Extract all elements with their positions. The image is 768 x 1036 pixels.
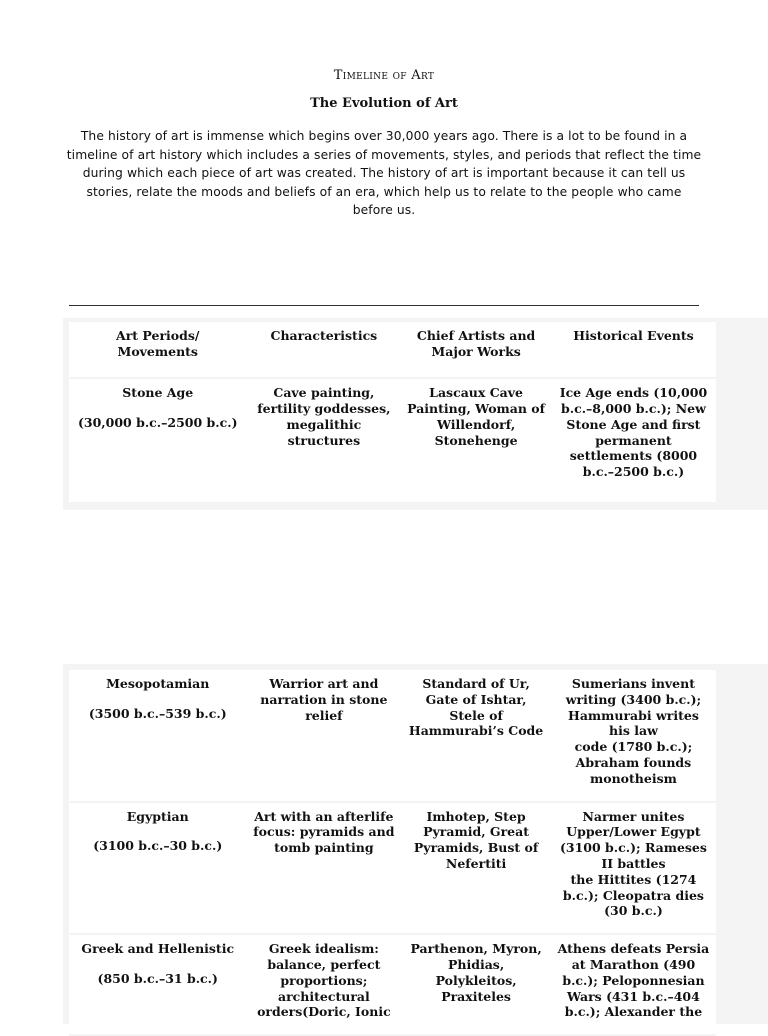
period-dates: (30,000 b.c.–2500 b.c.) bbox=[77, 415, 238, 430]
art-timeline-table-part-2 bbox=[69, 670, 716, 1036]
period-name: Mesopotamian bbox=[106, 676, 210, 691]
table-header-row bbox=[69, 322, 716, 378]
period-name: Stone Age bbox=[122, 385, 194, 401]
events-cell: Narmer unites Upper/Lower Egypt (3100 b.c.); Rameses II battles the Hittites (1274 b.c.); Cleopatra dies (30 b.c.) bbox=[551, 802, 716, 935]
header-characteristics: Characteristics bbox=[246, 322, 401, 378]
events-cell: Athens defeats Persia at Marathon (490 b.c.); Peloponnesian Wars (431 b.c.–404 b.c.); Alexander the bbox=[551, 934, 716, 1035]
table-block-2 bbox=[63, 664, 768, 1024]
table-block-1 bbox=[63, 318, 768, 510]
period-name: Egyptian bbox=[126, 808, 189, 824]
works-cell: Imhotep, Step Pyramid, Great Pyramids, Bust of Nefertiti bbox=[401, 802, 551, 935]
horizontal-rule bbox=[69, 305, 699, 306]
table-row bbox=[69, 802, 716, 935]
table-row bbox=[69, 378, 716, 503]
document-subtitle: The Evolution of Art bbox=[310, 96, 458, 111]
period-cell bbox=[69, 802, 246, 935]
period-name: Greek and Hellenistic bbox=[81, 941, 235, 957]
period-cell bbox=[69, 378, 246, 503]
characteristics-cell: Cave painting, fertility goddesses, megalithic structures bbox=[246, 378, 401, 503]
characteristics-cell: Art with an afterlife focus: pyramids and tomb painting bbox=[246, 802, 401, 935]
period-dates: (850 b.c.–31 b.c.) bbox=[97, 970, 218, 986]
events-cell: Sumerians invent writing (3400 b.c.); Hammurabi writes his law code (1780 b.c.); Abraham founds monotheism bbox=[551, 670, 716, 802]
table-row bbox=[69, 934, 716, 1035]
period-cell bbox=[69, 670, 246, 802]
header-historical-events: Historical Events bbox=[551, 322, 716, 378]
events-cell: Ice Age ends (10,000 b.c.–8,000 b.c.); New Stone Age and first permanent settlements (8000 b.c.–2500 b.c.) bbox=[551, 378, 716, 503]
art-timeline-table-part-1 bbox=[69, 322, 716, 504]
header-art-periods: Art Periods/ Movements bbox=[69, 322, 246, 378]
works-cell: Standard of Ur, Gate of Ishtar, Stele of Hammurabi’s Code bbox=[401, 670, 551, 802]
works-cell: Lascaux Cave Painting, Woman of Willendorf, Stonehenge bbox=[401, 378, 551, 503]
header-chief-artists: Chief Artists and Major Works bbox=[401, 322, 551, 378]
table-row bbox=[69, 670, 716, 802]
period-dates: (3500 b.c.–539 b.c.) bbox=[88, 705, 227, 721]
characteristics-cell: Greek idealism: balance, perfect proportions; architectural orders(Doric, Ionic bbox=[246, 934, 401, 1035]
document-title: Timeline of Art bbox=[333, 68, 435, 83]
characteristics-cell: Warrior art and narration in stone relief bbox=[246, 670, 401, 802]
intro-paragraph: The history of art is immense which begins over 30,000 years ago. There is a lot to be found in a timeline of art history which includes a series of movements, styles, and periods that reflect the time during which each piece of art was created. The history of art is important because it can tell us stories, relate the moods and beliefs of an era, which help us to relate to the people who came before us. bbox=[66, 129, 702, 217]
period-dates: (3100 b.c.–30 b.c.) bbox=[93, 838, 223, 854]
works-cell: Parthenon, Myron, Phidias, Polykleitos, Praxiteles bbox=[401, 934, 551, 1035]
period-cell bbox=[69, 934, 246, 1035]
